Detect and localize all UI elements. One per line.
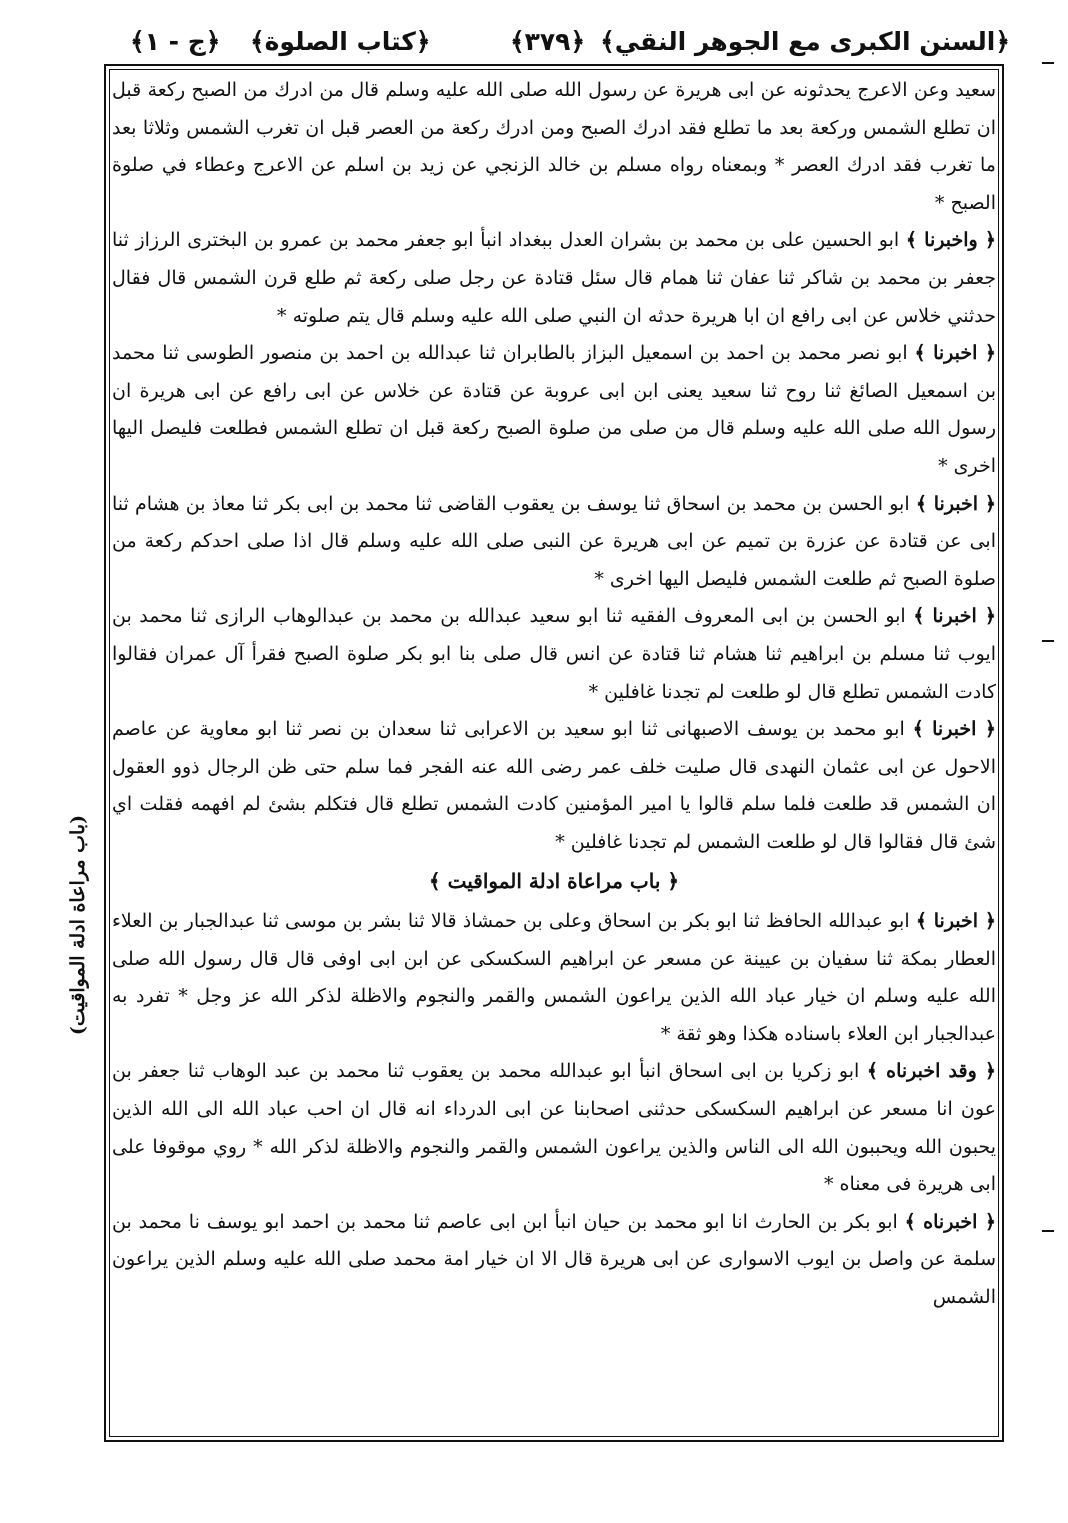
- page-header: [110, 22, 1010, 62]
- paragraph-text: ابو عبدالله الحافظ ثنا ابو بكر بن اسحاق وعلى بن حمشاذ قالا ثنا بشر بن موسى ثنا عبدالجبار بن العلاء العطار بمكة ثنا سفيان بن عيينة عن مسعر عن ابراهيم السكسكى عن ابن ابى اوفى قال قال رسول الله صلى الله عليه وسلم ان خيار عباد الله الذين يراعون الشمس والقمر والنجوم والاظلة لذكر الله عز وجل * تفرد به عبدالجبار ابن العلاء باسناده هكذا وهو ثقة *: [112, 910, 996, 1045]
- paragraph-8: [112, 1053, 996, 1203]
- narration-marker: ﴿ اخبرنا ﴾: [912, 718, 996, 741]
- paragraph-text: ابو الحسين على بن محمد بن بشران العدل ببغداد انبأ ابو جعفر محمد بن عمرو بن البخترى الرزاز ثنا جعفر بن محمد بن شاكر ثنا عفان ثنا همام قال سئل قتادة عن رجل صلى ركعة ثم طلع قرن الشمس قال فقال حدثني خلاس عن ابى رافع ان ابا هريرة حدثه ان النبي صلى الله عليه وسلم قال يتم صلوته *: [112, 229, 996, 327]
- chapter-title: ﴿كتاب الصلوة﴾: [250, 27, 431, 56]
- narration-marker: ﴿ اخبرناه ﴾: [904, 1210, 996, 1233]
- paragraph-1: [112, 72, 996, 222]
- paragraph-text: ابو نصر محمد بن احمد بن اسمعيل البزاز بالطابران ثنا عبدالله بن احمد بن منصور الطوسى ثنا محمد بن اسمعيل الصائغ ثنا روح ثنا سعيد يعنى ابن ابى عروبة عن قتادة عن خلاس عن ابى رافع عن ابى هريرة ان رسول الله صلى الله عليه وسلم قال من صلى من صلوة الصبح ركعة قبل ان تطلع الشمس فطلعت فليصل اليها اخرى *: [112, 342, 996, 477]
- paragraph-text: ابو بكر بن الحارث انا ابو محمد بن حيان انبأ ابن ابى عاصم ثنا محمد بن احمد ابو يوسف نا محمد بن سلمة عن واصل بن ايوب الاسوارى عن ابى هريرة قال الا ان خيار امة محمد صلى الله عليه وسلم الذين يراعون الشمس: [112, 1210, 996, 1308]
- margin-tick: [1042, 1230, 1054, 1232]
- main-text: [112, 72, 996, 1436]
- narration-marker: ﴿ اخبرنا ﴾: [913, 605, 996, 628]
- margin-tick: [1042, 62, 1054, 64]
- volume-number: ﴿ج - ١﴾: [130, 27, 221, 56]
- paragraph-9: [112, 1204, 996, 1317]
- narration-marker: ﴿ واخبرنا ﴾: [905, 229, 996, 252]
- paragraph-text: ابو زكريا بن ابى اسحاق انبأ ابو عبدالله محمد بن يعقوب ثنا محمد بن عبد الوهاب ثنا جعفر بن عون انا مسعر عن ابراهيم السكسكى حدثنى اصحابنا عن ابى الدرداء انه قال ان احب عباد الله الى الله الذين يحبون الله ويحببون الله الى الناس والذين يراعون الشمس والقمر والنجوم والاظلة لذكر الله * روي موقوفا على ابى هريرة فى معناه *: [112, 1060, 996, 1196]
- paragraph-text: ابو الحسن بن ابى المعروف الفقيه ثنا ابو سعيد عبدالله بن محمد بن عبدالوهاب الرازى ثنا محمد بن ايوب ثنا مسلم بن ابراهيم ثنا هشام ثنا قتادة عن انس قال صلى بنا ابو بكر صلوة الصبح فقرأ آل عمران فقالوا كادت الشمس تطلع قال لو طلعت لم تجدنا غافلين *: [112, 605, 996, 703]
- paragraph-3: [112, 335, 996, 485]
- paragraph-text: سعيد وعن الاعرج يحدثونه عن ابى هريرة عن رسول الله صلى الله عليه وسلم قال من ادرك من الصبح ركعة قبل ان تطلع الشمس وركعة بعد ما تطلع فقد ادرك الصبح ومن ادرك ركعة من العصر قبل ان تغرب الشمس وثلاثا بعد ما تغرب فقد ادرك العصر * وبمعناه رواه مسلم بن خالد الزنجي عن زيد بن اسلم عن الاعرج وعطاء في صلوة الصبح *: [112, 79, 996, 214]
- paragraph-text: ابو الحسن بن محمد بن اسحاق ثنا يوسف بن يعقوب القاضى ثنا محمد بن ابى بكر ثنا معاذ بن هشام ثنا ابى عن قتادة عن عزرة بن تميم عن ابى هريرة عن النبى صلى الله عليه وسلم قال اذا صلى احدكم ركعة من صلوة الصبح ثم طلعت الشمس فليصل اليها اخرى *: [112, 492, 996, 590]
- section-heading: ﴿ باب مراعاة ادلة المواقيت ﴾: [428, 869, 680, 894]
- paragraph-5: [112, 598, 996, 711]
- page-number: ﴿٣٧٩﴾: [510, 27, 586, 56]
- paragraph-6: [112, 711, 996, 861]
- margin-note-text: (باب مراعاة ادلة المواقيت): [67, 814, 89, 1036]
- margin-note: [58, 760, 98, 1090]
- margin-tick: [1042, 640, 1054, 642]
- narration-marker: ﴿ اخبرنا ﴾: [915, 910, 996, 933]
- paragraph-text: ابو محمد بن يوسف الاصبهانى ثنا ابو سعيد بن الاعرابى ثنا سعدان بن نصر ثنا ابو معاوية عن عاصم الاحول عن ابى عثمان النهدى قال صليت خلف عمر رضى الله عنه الفجر فما سلم حتى ظن الرجال ذوو العقول ان الشمس قد طلعت فلما سلم قالوا يا امير المؤمنين كادت الشمس تطلع قال فتكلم بشئ لم افهمه فقلت اي شئ قال فقالوا قال لو طلعت الشمس لم تجدنا غافلين *: [112, 718, 996, 853]
- paragraph-4: [112, 486, 996, 599]
- narration-marker: ﴿ اخبرنا ﴾: [914, 342, 996, 365]
- paragraph-2: [112, 222, 996, 335]
- paragraph-7: [112, 903, 996, 1053]
- narration-marker: ﴿ اخبرنا ﴾: [915, 492, 996, 515]
- running-title: ﴿السنن الكبرى مع الجوهر النقي﴾: [600, 27, 1010, 56]
- narration-marker: ﴿ وقد اخبرناه ﴾: [866, 1060, 996, 1083]
